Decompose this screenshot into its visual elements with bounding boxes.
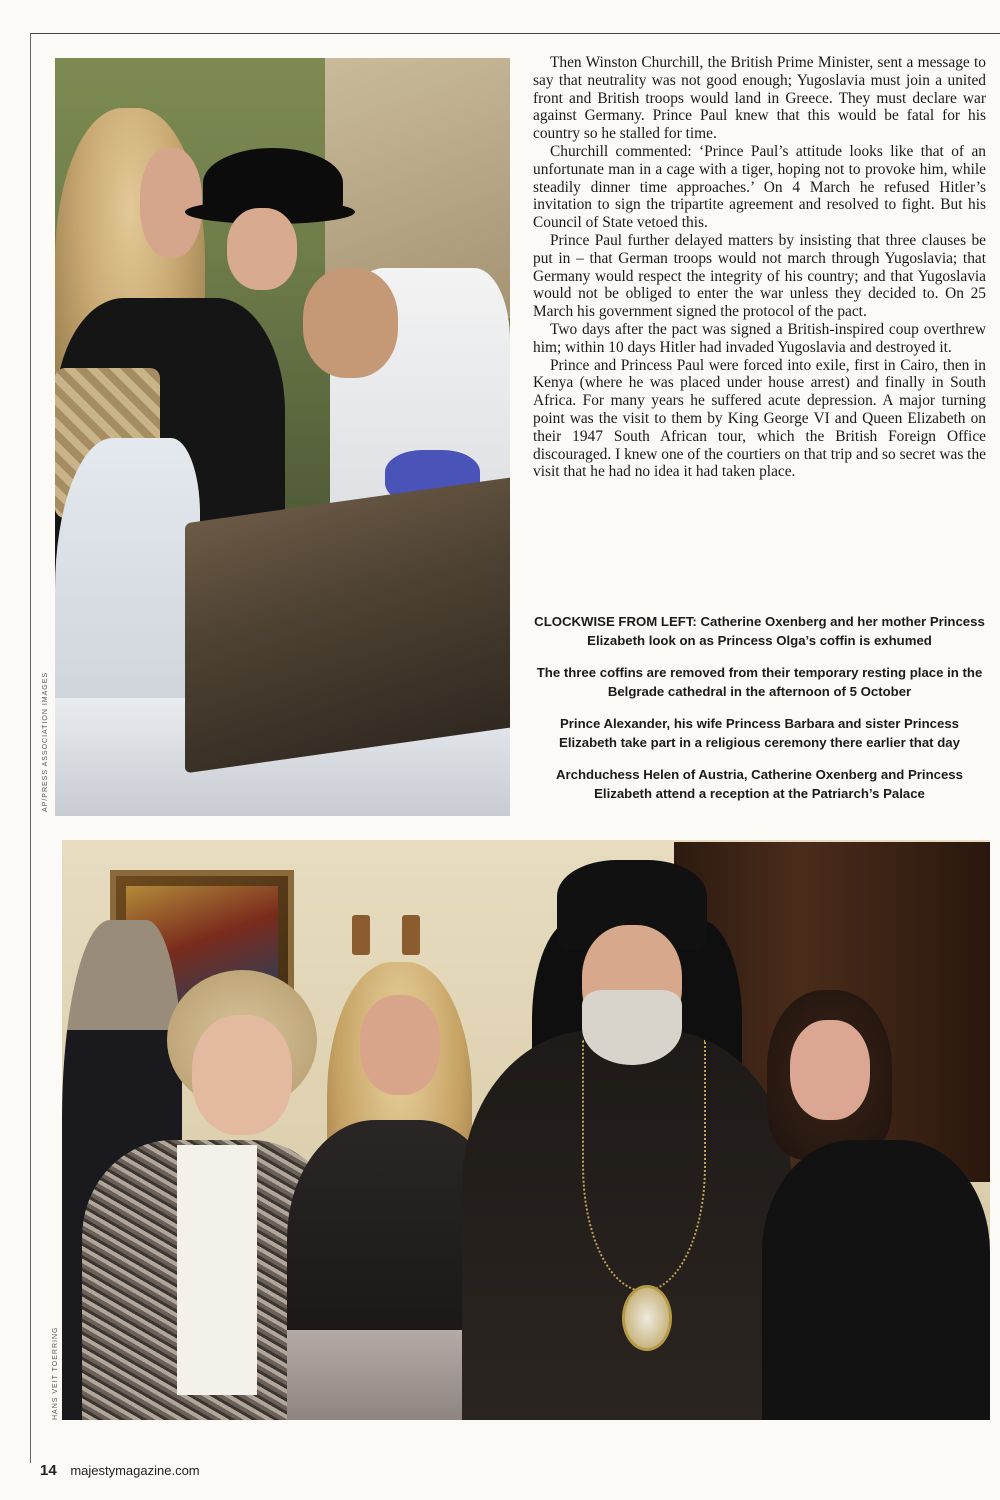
photo-reception [62, 840, 990, 1420]
website-link[interactable]: majestymagazine.com [70, 1463, 200, 1478]
article-paragraph: Churchill commented: ‘Prince Paul’s attitude looks like that of an unfortunate man in a cage with a tiger, hoping not to provoke him, while steadily dinner time approaches.’ On 4 March he refused Hitler’s invitation to sign the tripartite agreement and resolved to fight. But his Council of State vetoed this. [533, 142, 986, 232]
article-paragraph: Prince and Princess Paul were forced into exile, first in Cairo, then in Kenya (where he was placed under house arrest) and finally in South Africa. For many years he suffered acute depression. A major turning point was the visit to them by King George VI and Queen Elizabeth on their 1947 South African tour, which the British Foreign Office discouraged. I knew one of the courtiers on that trip and so secret was the visit that he had no idea it had taken place. [533, 356, 986, 481]
photo-credit-bottom: HANS VEIT TOERRING [52, 1326, 59, 1420]
top-rule [30, 33, 1000, 34]
article-body [533, 54, 986, 481]
caption: CLOCKWISE FROM LEFT: Catherine Oxenberg and her mother Princess Elizabeth look on as Princess Olga’s coffin is exhumed [534, 614, 985, 648]
left-rule [30, 33, 31, 1463]
page-footer [40, 1462, 200, 1479]
photo-captions [533, 612, 986, 816]
page-number: 14 [40, 1462, 57, 1479]
photo-credit-top: AP/PRESS ASSOCIATION IMAGES [42, 671, 49, 812]
article-paragraph: Prince Paul further delayed matters by insisting that three clauses be put in – that German troops would not march through Yugoslavia; that Germany would respect the integrity of his country; and that Yugoslavia would not be obliged to enter the war unless they decided to. On 25 March his government signed the protocol of the pact. [533, 231, 986, 321]
article-paragraph: Two days after the pact was signed a British-inspired coup overthrew him; within 10 days Hitler had invaded Yugoslavia and destroyed it. [533, 320, 986, 356]
caption: Archduchess Helen of Austria, Catherine Oxenberg and Princess Elizabeth attend a reception at the Patriarch’s Palace [556, 767, 963, 801]
article-paragraph: Then Winston Churchill, the British Prime Minister, sent a message to say that neutrality was not good enough; Yugoslavia must join a united front and British troops would land in Greece. They must declare war against Germany. Prince Paul knew that this would be fatal for his country so he stalled for time. [533, 54, 986, 143]
photo-exhumation [55, 58, 510, 816]
caption: Prince Alexander, his wife Princess Barbara and sister Princess Elizabeth take part in a religious ceremony there earlier that day [559, 716, 960, 750]
caption: The three coffins are removed from their temporary resting place in the Belgrade cathedral in the afternoon of 5 October [536, 665, 983, 699]
